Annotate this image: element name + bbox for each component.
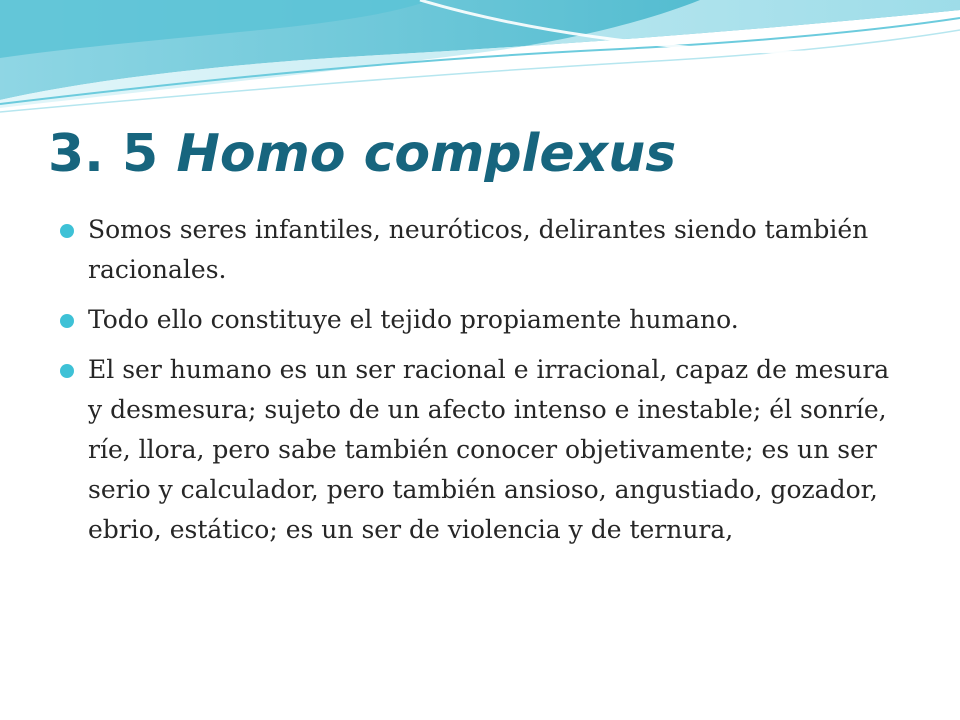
slide-title [48, 118, 908, 190]
bullet-dot-icon [60, 364, 74, 378]
bullet-list [88, 210, 908, 560]
bullet-text: El ser humano es un ser racional e irracional, capaz de mesura y desmesura; sujeto de un afecto intenso e inestable; él sonríe, ríe, llora, pero sabe también conocer objetivamente; es un ser serio y calculador, pero también ansioso, angustiado, gozador, ebrio, estático; es un ser de violencia y de ternura, [88, 355, 890, 544]
title-italic: Homo complexus [176, 124, 677, 184]
bullet-text: Somos seres infantiles, neuróticos, delirantes siendo también racionales. [88, 215, 869, 284]
title-prefix: 3. 5 [48, 124, 159, 184]
header-wave-decoration [0, 0, 960, 120]
bullet-dot-icon [60, 224, 74, 238]
bullet-dot-icon [60, 314, 74, 328]
bullet-item [88, 350, 908, 550]
bullet-item [88, 210, 908, 290]
bullet-item [88, 300, 908, 340]
bullet-text: Todo ello constituye el tejido propiamente humano. [88, 305, 739, 334]
